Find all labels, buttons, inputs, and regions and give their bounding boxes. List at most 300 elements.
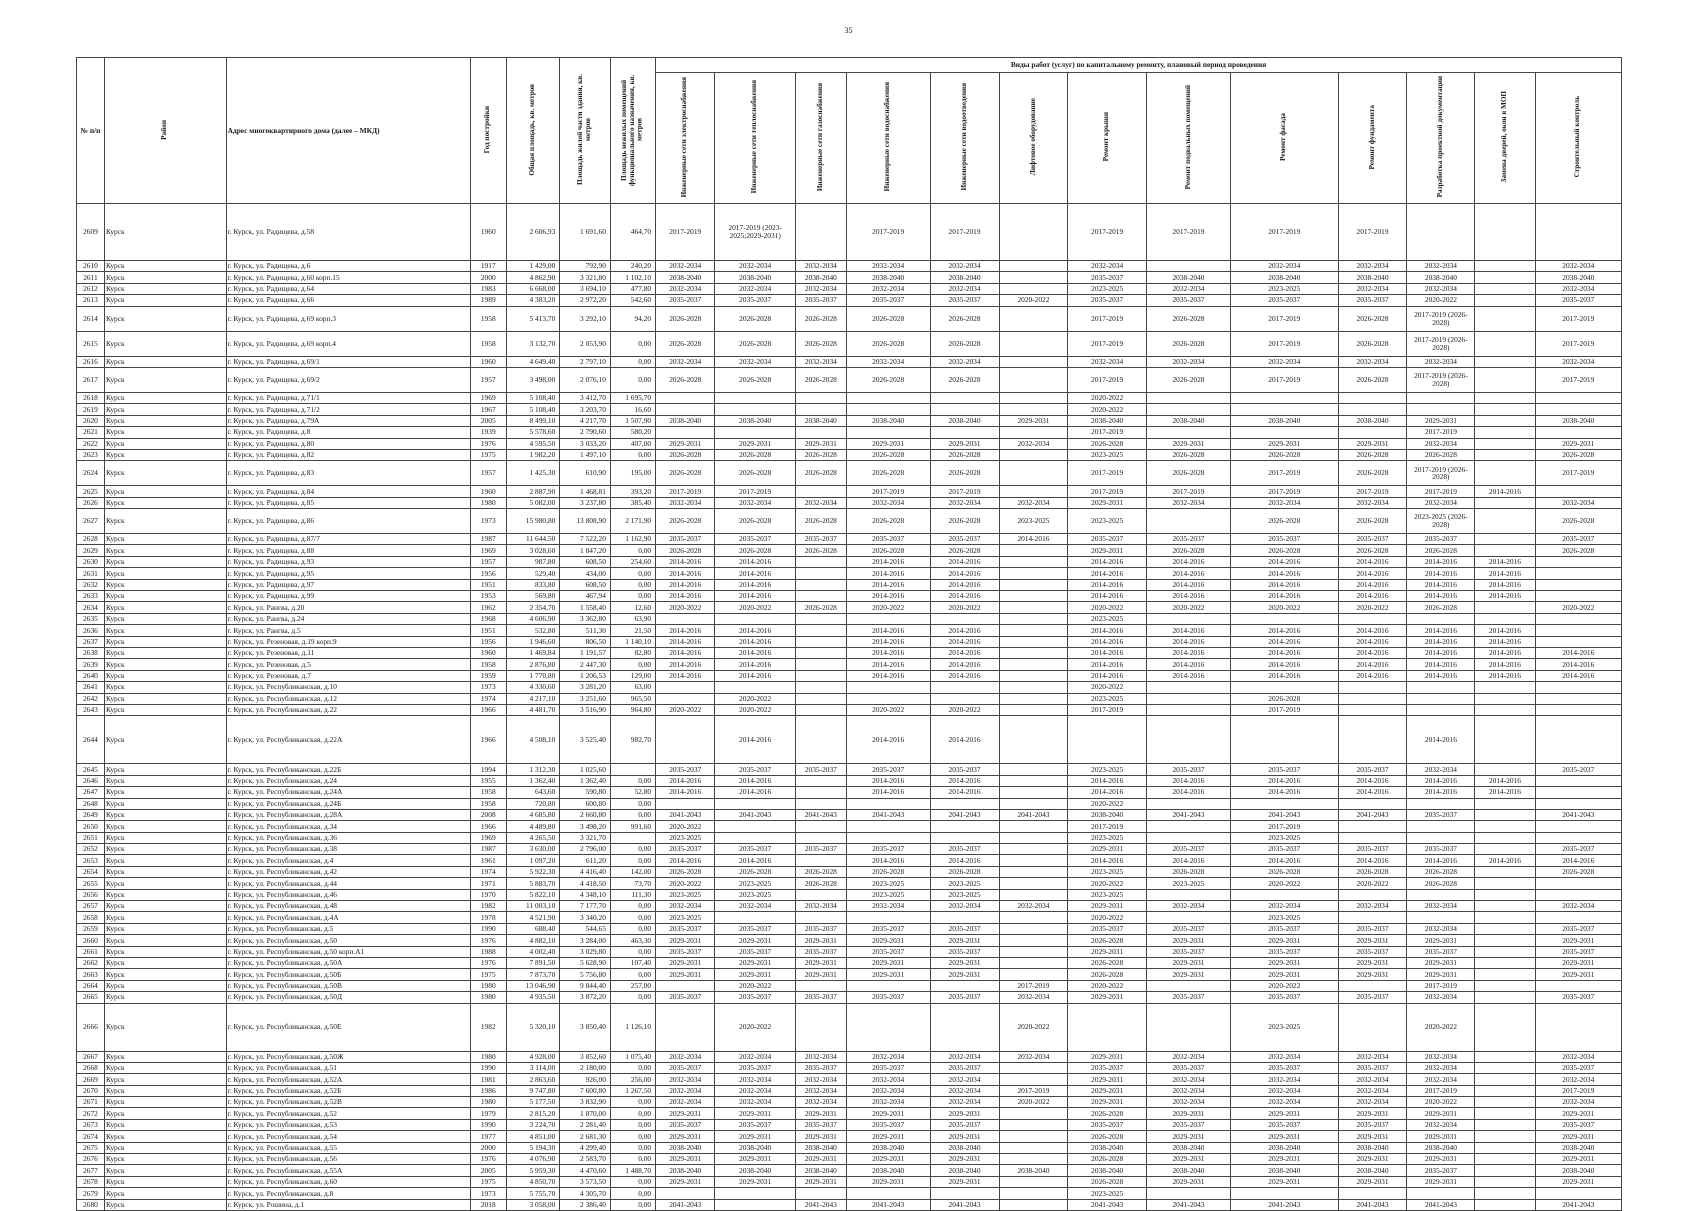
cell-work-10: [1407, 832, 1475, 843]
cell-living-area: 3 516,90: [560, 704, 611, 715]
cell-work-4: 2035-2037: [930, 946, 999, 957]
cell-year: 1986: [471, 1085, 507, 1096]
cell-work-6: 2023-2025: [1068, 283, 1147, 294]
cell-work-3: 2029-2031: [846, 1131, 930, 1142]
cell-living-area: 3 694,10: [560, 283, 611, 294]
cell-work-9: 2014-2016: [1338, 787, 1407, 798]
cell-work-1: 2014-2016: [715, 855, 796, 866]
cell-work-1: 2026-2028: [715, 449, 796, 460]
cell-nonliving-area: 407,00: [610, 438, 655, 449]
cell-work-2: [796, 427, 847, 438]
cell-work-1: 2026-2028: [715, 306, 796, 331]
cell-work-3: [846, 832, 930, 843]
cell-work-11: [1475, 1131, 1535, 1142]
cell-num: 2619: [77, 404, 105, 415]
cell-nonliving-area: 1 162,90: [610, 534, 655, 545]
cell-work-9: 2017-2019: [1338, 486, 1407, 497]
cell-work-0: 2026-2028: [656, 331, 715, 356]
cell-work-0: 2029-2031: [656, 1154, 715, 1165]
cell-work-1: 2032-2034: [715, 261, 796, 272]
cell-work-0: 2038-2040: [656, 1165, 715, 1176]
table-row: [77, 367, 1622, 392]
cell-work-11: [1475, 261, 1535, 272]
cell-work-1: 2026-2028: [715, 331, 796, 356]
cell-address: г. Курск, ул. Радищева, д.66: [226, 295, 470, 306]
cell-work-0: 2035-2037: [656, 923, 715, 934]
cell-work-8: 2029-2031: [1230, 935, 1338, 946]
cell-work-7: 2017-2019: [1146, 204, 1230, 261]
cell-work-5: [999, 636, 1068, 647]
cell-work-10: 2029-2031: [1407, 969, 1475, 980]
header-work-0: Инженерные сети электроснабжения: [656, 73, 715, 204]
cell-work-1: 2029-2031: [715, 438, 796, 449]
cell-work-12: 2029-2031: [1535, 957, 1621, 968]
cell-work-5: [999, 821, 1068, 832]
cell-district: Курск: [104, 613, 226, 624]
cell-work-1: 2035-2037: [715, 1062, 796, 1073]
cell-work-11: [1475, 438, 1535, 449]
cell-district: Курск: [104, 992, 226, 1003]
cell-total-area: 529,40: [506, 568, 560, 579]
cell-work-6: 2035-2037: [1068, 272, 1147, 283]
cell-address: г. Курск, ул. Республиканская, д.4: [226, 855, 470, 866]
table-row: [77, 449, 1622, 460]
cell-work-6: 2035-2037: [1068, 534, 1147, 545]
cell-work-2: 2032-2034: [796, 1074, 847, 1085]
cell-work-11: [1475, 844, 1535, 855]
cell-address: г. Курск, ул. Радищева, д.71/1: [226, 392, 470, 403]
cell-work-2: 2032-2034: [796, 1097, 847, 1108]
cell-work-5: [999, 647, 1068, 658]
cell-nonliving-area: 0,00: [610, 367, 655, 392]
cell-work-7: [1146, 716, 1230, 764]
cell-work-5: [999, 545, 1068, 556]
cell-work-6: 2041-2043: [1068, 1199, 1147, 1210]
cell-total-area: 11 644,50: [506, 534, 560, 545]
cell-work-6: 2014-2016: [1068, 855, 1147, 866]
cell-work-2: 2026-2028: [796, 449, 847, 460]
cell-work-2: [796, 613, 847, 624]
cell-total-area: 4 862,90: [506, 272, 560, 283]
cell-work-8: [1230, 716, 1338, 764]
cell-district: Курск: [104, 331, 226, 356]
cell-work-4: 2014-2016: [930, 556, 999, 567]
cell-work-12: [1535, 775, 1621, 786]
cell-nonliving-area: 1 488,70: [610, 1165, 655, 1176]
cell-work-4: 2035-2037: [930, 1119, 999, 1130]
cell-work-8: 2017-2019: [1230, 486, 1338, 497]
table-row: [77, 1062, 1622, 1073]
cell-address: г. Курск, ул. Рангва, д.5: [226, 625, 470, 636]
cell-work-5: [999, 659, 1068, 670]
cell-work-1: [715, 832, 796, 843]
cell-total-area: 4 595,50: [506, 438, 560, 449]
cell-work-11: [1475, 283, 1535, 294]
cell-work-2: [796, 693, 847, 704]
cell-total-area: 5 177,50: [506, 1097, 560, 1108]
cell-work-12: [1535, 889, 1621, 900]
cell-work-10: 2014-2016: [1407, 855, 1475, 866]
cell-living-area: 4 299,40: [560, 1142, 611, 1153]
cell-work-8: 2014-2016: [1230, 591, 1338, 602]
cell-work-12: [1535, 625, 1621, 636]
cell-work-6: 2014-2016: [1068, 625, 1147, 636]
cell-work-8: 2026-2028: [1230, 509, 1338, 534]
cell-work-12: 2038-2040: [1535, 272, 1621, 283]
cell-work-7: [1146, 682, 1230, 693]
cell-work-3: 2038-2040: [846, 272, 930, 283]
cell-work-12: 2038-2040: [1535, 415, 1621, 426]
cell-address: г. Курск, ул. Республиканская, д.44: [226, 878, 470, 889]
cell-work-9: [1338, 821, 1407, 832]
cell-work-4: 2026-2028: [930, 331, 999, 356]
cell-work-1: 2035-2037: [715, 764, 796, 775]
cell-work-7: 2032-2034: [1146, 497, 1230, 508]
cell-work-7: 2035-2037: [1146, 946, 1230, 957]
cell-living-area: 926,00: [560, 1074, 611, 1085]
cell-living-area: 3 321,70: [560, 832, 611, 843]
cell-work-7: 2029-2031: [1146, 1154, 1230, 1165]
cell-work-0: 2029-2031: [656, 1176, 715, 1187]
cell-work-1: 2014-2016: [715, 579, 796, 590]
cell-work-8: 2014-2016: [1230, 647, 1338, 658]
cell-work-1: 2026-2028: [715, 866, 796, 877]
header-work-6: Ремонт крыши: [1068, 73, 1147, 204]
cell-district: Курск: [104, 568, 226, 579]
cell-work-1: 2017-2019 (2023-2025;2029-2031): [715, 204, 796, 261]
cell-district: Курск: [104, 935, 226, 946]
cell-address: г. Курск, ул. Радищева, д.88: [226, 545, 470, 556]
cell-district: Курск: [104, 1165, 226, 1176]
cell-num: 2643: [77, 704, 105, 715]
cell-district: Курск: [104, 1142, 226, 1153]
cell-nonliving-area: 982,70: [610, 716, 655, 764]
cell-work-10: 2035-2037: [1407, 946, 1475, 957]
cell-work-11: [1475, 415, 1535, 426]
cell-living-area: 3 203,70: [560, 404, 611, 415]
cell-work-6: 2017-2019: [1068, 367, 1147, 392]
cell-total-area: 987,80: [506, 556, 560, 567]
cell-work-0: 2029-2031: [656, 438, 715, 449]
cell-work-1: [715, 798, 796, 809]
cell-work-5: 2014-2016: [999, 534, 1068, 545]
cell-num: 2675: [77, 1142, 105, 1153]
cell-work-1: 2032-2034: [715, 356, 796, 367]
cell-num: 2614: [77, 306, 105, 331]
cell-num: 2661: [77, 946, 105, 957]
cell-work-4: 2026-2028: [930, 866, 999, 877]
cell-work-8: 2035-2037: [1230, 844, 1338, 855]
cell-living-area: 2 180,00: [560, 1062, 611, 1073]
cell-year: 1974: [471, 866, 507, 877]
cell-work-11: [1475, 889, 1535, 900]
cell-work-12: [1535, 693, 1621, 704]
cell-work-3: 2026-2028: [846, 545, 930, 556]
cell-work-9: 2014-2016: [1338, 579, 1407, 590]
cell-work-10: 2032-2034: [1407, 356, 1475, 367]
cell-work-11: [1475, 602, 1535, 613]
cell-address: г. Курск, ул. Республиканская, д.12: [226, 693, 470, 704]
cell-work-5: [999, 392, 1068, 403]
cell-num: 2639: [77, 659, 105, 670]
cell-total-area: 4 217,10: [506, 693, 560, 704]
cell-work-0: 2035-2037: [656, 992, 715, 1003]
cell-work-5: [999, 1131, 1068, 1142]
cell-work-5: [999, 798, 1068, 809]
cell-work-2: 2032-2034: [796, 1051, 847, 1062]
cell-work-6: 2038-2040: [1068, 1165, 1147, 1176]
cell-work-1: 2035-2037: [715, 992, 796, 1003]
cell-work-0: 2032-2034: [656, 1085, 715, 1096]
cell-work-0: 2026-2028: [656, 449, 715, 460]
cell-work-1: 2026-2028: [715, 509, 796, 534]
cell-work-1: [715, 392, 796, 403]
cell-work-1: 2017-2019: [715, 486, 796, 497]
cell-work-3: 2026-2028: [846, 367, 930, 392]
cell-work-1: 2029-2031: [715, 935, 796, 946]
table-row: [77, 716, 1622, 764]
cell-work-10: 2014-2016: [1407, 591, 1475, 602]
table-row: [77, 509, 1622, 534]
cell-living-area: 3 284,00: [560, 935, 611, 946]
cell-work-2: [796, 659, 847, 670]
cell-work-5: 2020-2022: [999, 1097, 1068, 1108]
cell-work-4: [930, 404, 999, 415]
cell-work-0: 2014-2016: [656, 775, 715, 786]
table-row: [77, 1188, 1622, 1199]
cell-nonliving-area: 254,60: [610, 556, 655, 567]
cell-district: Курск: [104, 404, 226, 415]
cell-work-1: 2020-2022: [715, 1003, 796, 1051]
cell-year: 2000: [471, 1142, 507, 1153]
cell-work-2: 2035-2037: [796, 992, 847, 1003]
table-row: [77, 568, 1622, 579]
cell-work-1: 2035-2037: [715, 1119, 796, 1130]
cell-nonliving-area: 1 695,70: [610, 392, 655, 403]
cell-total-area: 5 755,70: [506, 1188, 560, 1199]
cell-work-12: 2032-2034: [1535, 1097, 1621, 1108]
cell-work-2: 2038-2040: [796, 415, 847, 426]
cell-work-0: [656, 798, 715, 809]
header-address: Адрес многоквартирного дома (далее – МКД): [226, 58, 470, 204]
cell-address: г. Курск, ул. Республиканская, д.5: [226, 923, 470, 934]
cell-total-area: 833,80: [506, 579, 560, 590]
cell-work-2: 2026-2028: [796, 866, 847, 877]
cell-work-11: [1475, 1085, 1535, 1096]
cell-work-5: [999, 935, 1068, 946]
cell-work-3: 2035-2037: [846, 1119, 930, 1130]
cell-num: 2663: [77, 969, 105, 980]
cell-address: г. Курск, ул. Радищева, д.86: [226, 509, 470, 534]
cell-total-area: 688,40: [506, 923, 560, 934]
cell-work-12: 2029-2031: [1535, 1154, 1621, 1165]
cell-year: 1960: [471, 356, 507, 367]
cell-address: г. Курск, ул. Республиканская, д.8: [226, 1188, 470, 1199]
cell-work-7: 2014-2016: [1146, 775, 1230, 786]
cell-address: г. Курск, ул. Республиканская, д.50: [226, 935, 470, 946]
cell-work-5: [999, 283, 1068, 294]
cell-work-5: [999, 866, 1068, 877]
cell-num: 2640: [77, 670, 105, 681]
cell-district: Курск: [104, 1131, 226, 1142]
cell-work-9: 2041-2043: [1338, 809, 1407, 820]
cell-address: г. Курск, ул. Радищева, д.93: [226, 556, 470, 567]
cell-num: 2613: [77, 295, 105, 306]
cell-nonliving-area: 0,00: [610, 1062, 655, 1073]
cell-work-2: 2029-2031: [796, 1176, 847, 1187]
cell-work-5: [999, 764, 1068, 775]
cell-work-10: [1407, 1188, 1475, 1199]
table-row: [77, 306, 1622, 331]
cell-address: г. Курск, ул. Радищева, д.79А: [226, 415, 470, 426]
cell-address: г. Курск, ул. Резеновая, д.19 корп.9: [226, 636, 470, 647]
cell-work-7: 2014-2016: [1146, 591, 1230, 602]
cell-num: 2611: [77, 272, 105, 283]
cell-work-6: 2017-2019: [1068, 306, 1147, 331]
cell-nonliving-area: 0,00: [610, 809, 655, 820]
cell-work-11: [1475, 1051, 1535, 1062]
cell-work-7: [1146, 613, 1230, 624]
cell-work-5: [999, 682, 1068, 693]
cell-work-8: 2023-2025: [1230, 1003, 1338, 1051]
cell-nonliving-area: 94,20: [610, 306, 655, 331]
cell-total-area: 720,80: [506, 798, 560, 809]
cell-work-2: 2026-2028: [796, 461, 847, 486]
cell-work-7: 2026-2028: [1146, 306, 1230, 331]
cell-district: Курск: [104, 1051, 226, 1062]
cell-work-1: 2032-2034: [715, 1051, 796, 1062]
cell-work-0: 2029-2031: [656, 957, 715, 968]
cell-district: Курск: [104, 1062, 226, 1073]
cell-work-0: 2035-2037: [656, 946, 715, 957]
cell-work-7: 2029-2031: [1146, 969, 1230, 980]
cell-year: 1973: [471, 682, 507, 693]
cell-work-10: 2032-2034: [1407, 497, 1475, 508]
cell-work-2: [796, 486, 847, 497]
cell-num: 2609: [77, 204, 105, 261]
cell-work-6: 2032-2034: [1068, 261, 1147, 272]
cell-nonliving-area: 0,00: [610, 844, 655, 855]
cell-work-12: [1535, 568, 1621, 579]
cell-living-area: 3 292,10: [560, 306, 611, 331]
cell-work-9: 2026-2028: [1338, 509, 1407, 534]
table-row: [77, 878, 1622, 889]
cell-work-7: 2026-2028: [1146, 367, 1230, 392]
cell-work-8: [1230, 392, 1338, 403]
cell-num: 2634: [77, 602, 105, 613]
cell-work-4: 2029-2031: [930, 1154, 999, 1165]
cell-living-area: 2 053,90: [560, 331, 611, 356]
cell-work-1: [715, 404, 796, 415]
cell-work-5: 2041-2043: [999, 809, 1068, 820]
table-row: [77, 1003, 1622, 1051]
cell-nonliving-area: 580,20: [610, 427, 655, 438]
cell-work-5: 2032-2034: [999, 1051, 1068, 1062]
cell-district: Курск: [104, 1108, 226, 1119]
cell-year: 1980: [471, 1051, 507, 1062]
cell-work-9: 2035-2037: [1338, 946, 1407, 957]
cell-work-12: [1535, 404, 1621, 415]
cell-living-area: 4 416,40: [560, 866, 611, 877]
cell-work-0: [656, 427, 715, 438]
cell-work-2: 2026-2028: [796, 509, 847, 534]
cell-work-7: 2014-2016: [1146, 568, 1230, 579]
table-row: [77, 556, 1622, 567]
cell-nonliving-area: 1 126,10: [610, 1003, 655, 1051]
cell-work-10: 2026-2028: [1407, 878, 1475, 889]
cell-work-7: 2014-2016: [1146, 636, 1230, 647]
cell-living-area: 2 790,60: [560, 427, 611, 438]
cell-work-12: [1535, 1003, 1621, 1051]
cell-work-3: 2029-2031: [846, 1176, 930, 1187]
cell-work-10: 2014-2016: [1407, 579, 1475, 590]
cell-work-1: 2020-2022: [715, 602, 796, 613]
table-row: [77, 1119, 1622, 1130]
cell-work-0: 2014-2016: [656, 579, 715, 590]
cell-work-3: 2029-2031: [846, 1108, 930, 1119]
cell-num: 2631: [77, 568, 105, 579]
cell-total-area: 1 425,30: [506, 461, 560, 486]
cell-total-area: 5 822,10: [506, 889, 560, 900]
cell-work-8: 2032-2034: [1230, 1051, 1338, 1062]
cell-work-6: 2026-2028: [1068, 969, 1147, 980]
cell-district: Курск: [104, 878, 226, 889]
cell-work-6: 2017-2019: [1068, 331, 1147, 356]
table-row: [77, 912, 1622, 923]
cell-work-11: [1475, 878, 1535, 889]
cell-work-1: [715, 821, 796, 832]
cell-work-3: 2041-2043: [846, 1199, 930, 1210]
cell-year: 1968: [471, 613, 507, 624]
cell-work-7: 2029-2031: [1146, 438, 1230, 449]
cell-total-area: 2 606,93: [506, 204, 560, 261]
cell-work-11: [1475, 461, 1535, 486]
cell-work-2: [796, 704, 847, 715]
cell-address: г. Курск, ул. Республиканская, д.50Е: [226, 1003, 470, 1051]
cell-work-1: 2038-2040: [715, 415, 796, 426]
cell-work-8: 2029-2031: [1230, 438, 1338, 449]
cell-work-10: 2029-2031: [1407, 1154, 1475, 1165]
cell-work-4: 2035-2037: [930, 534, 999, 545]
cell-work-8: 2032-2034: [1230, 1097, 1338, 1108]
cell-year: 1939: [471, 427, 507, 438]
cell-work-12: [1535, 682, 1621, 693]
cell-nonliving-area: 965,50: [610, 693, 655, 704]
cell-work-4: [930, 682, 999, 693]
cell-work-5: [999, 704, 1068, 715]
cell-work-12: 2017-2019: [1535, 367, 1621, 392]
cell-work-7: [1146, 693, 1230, 704]
cell-work-6: 2029-2031: [1068, 497, 1147, 508]
cell-total-area: 2 863,60: [506, 1074, 560, 1085]
cell-address: г. Курск, ул. Резеновая, д.7: [226, 670, 470, 681]
cell-num: 2652: [77, 844, 105, 855]
cell-total-area: 2 354,70: [506, 602, 560, 613]
cell-living-area: 2 386,40: [560, 1199, 611, 1210]
cell-work-7: 2026-2028: [1146, 331, 1230, 356]
cell-work-0: [656, 404, 715, 415]
cell-year: 1966: [471, 704, 507, 715]
cell-work-7: [1146, 821, 1230, 832]
cell-address: г. Курск, ул. Радищева, д.64: [226, 283, 470, 294]
cell-work-3: 2014-2016: [846, 716, 930, 764]
cell-work-9: 2014-2016: [1338, 775, 1407, 786]
cell-work-4: 2038-2040: [930, 272, 999, 283]
cell-work-11: 2014-2016: [1475, 579, 1535, 590]
cell-work-12: [1535, 486, 1621, 497]
cell-work-3: 2035-2037: [846, 992, 930, 1003]
cell-year: 1970: [471, 889, 507, 900]
